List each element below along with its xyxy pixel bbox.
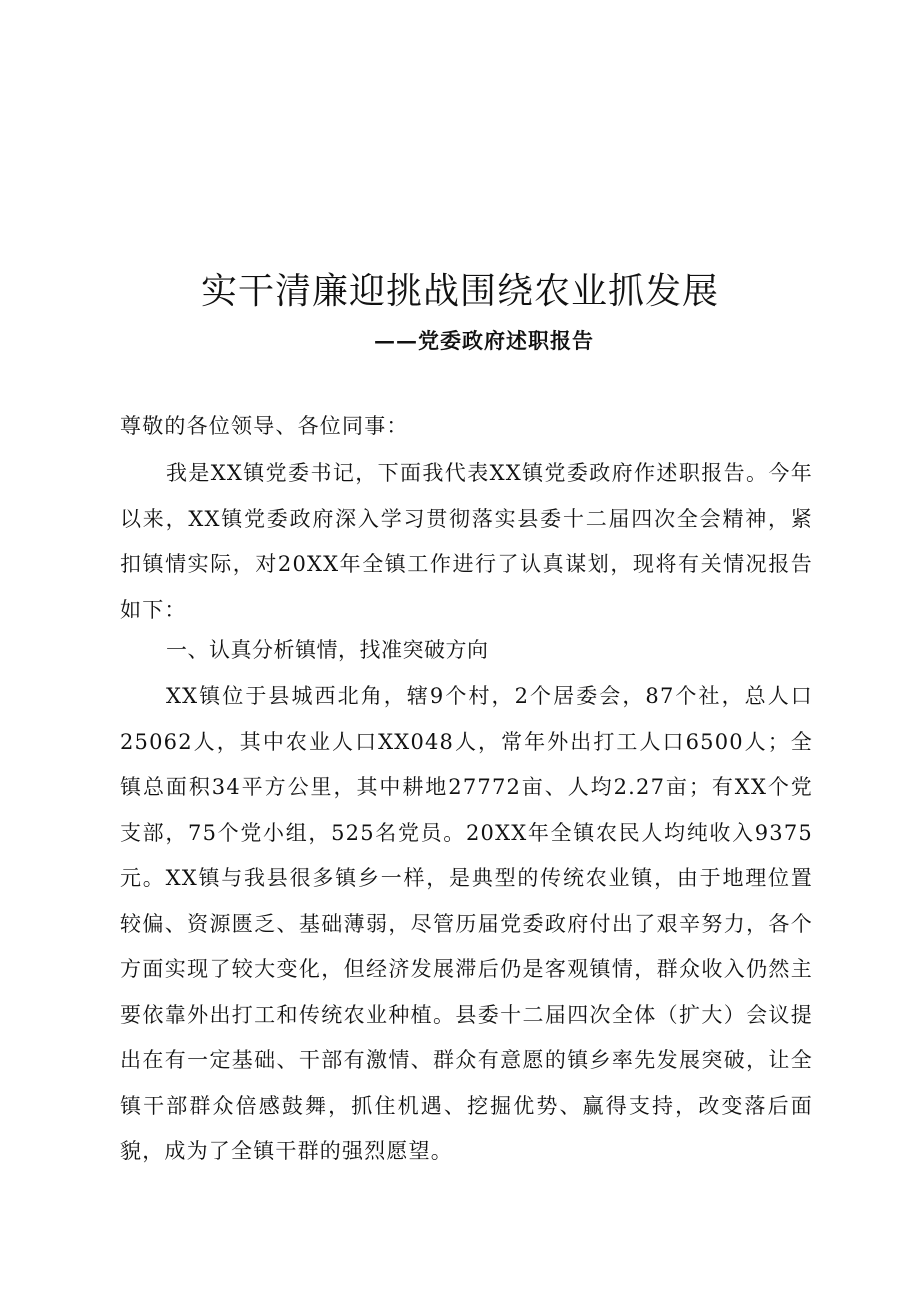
document-subtitle: ——党委政府述职报告 <box>374 328 594 353</box>
intro-paragraph: 我是XX镇党委书记，下面我代表XX镇党委政府作述职报告。今年以来，XX镇党委政府深入学习贯彻落实县委十二届四次全会精神，紧扣镇情实际，对20XX年全镇工作进行了认真谋划，现将有关情况报告如下： <box>120 461 813 622</box>
document-title: 实干清廉迎挑战围绕农业抓发展 <box>200 271 719 312</box>
salutation: 尊敬的各位领导、各位同事： <box>120 414 409 438</box>
section-heading: 一、认真分析镇情，找准突破方向 <box>166 638 489 662</box>
section-paragraph: XX镇位于县城西北角，辖9个村，2个居委会，87个社，总人口25062人，其中农业人口XX048人，常年外出打工人口6500人；全镇总面积34平方公里，其中耕地27772亩、人均2.27亩；有XX个党支部，75个党小组，525名党员。20XX年全镇农民人均纯收入9375元。XX镇与我县很多镇乡一样，是典型的传统农业镇，由于地理位置较偏、资源匮乏、基础薄弱，尽管历届党委政府付出了艰辛努力，各个方面实现了较大变化，但经济发展滞后仍是客观镇情，群众收入仍然主要依靠外出打工和传统农业种植。县委十二届四次全体（扩大）会议提出在有一定基础、干部有激情、群众有意愿的镇乡率先发展突破，让全镇干部群众倍感鼓舞，抓住机遇、挖掘优势、赢得支持，改变落后面貌，成为了全镇干群的强烈愿望。 <box>120 684 813 1163</box>
